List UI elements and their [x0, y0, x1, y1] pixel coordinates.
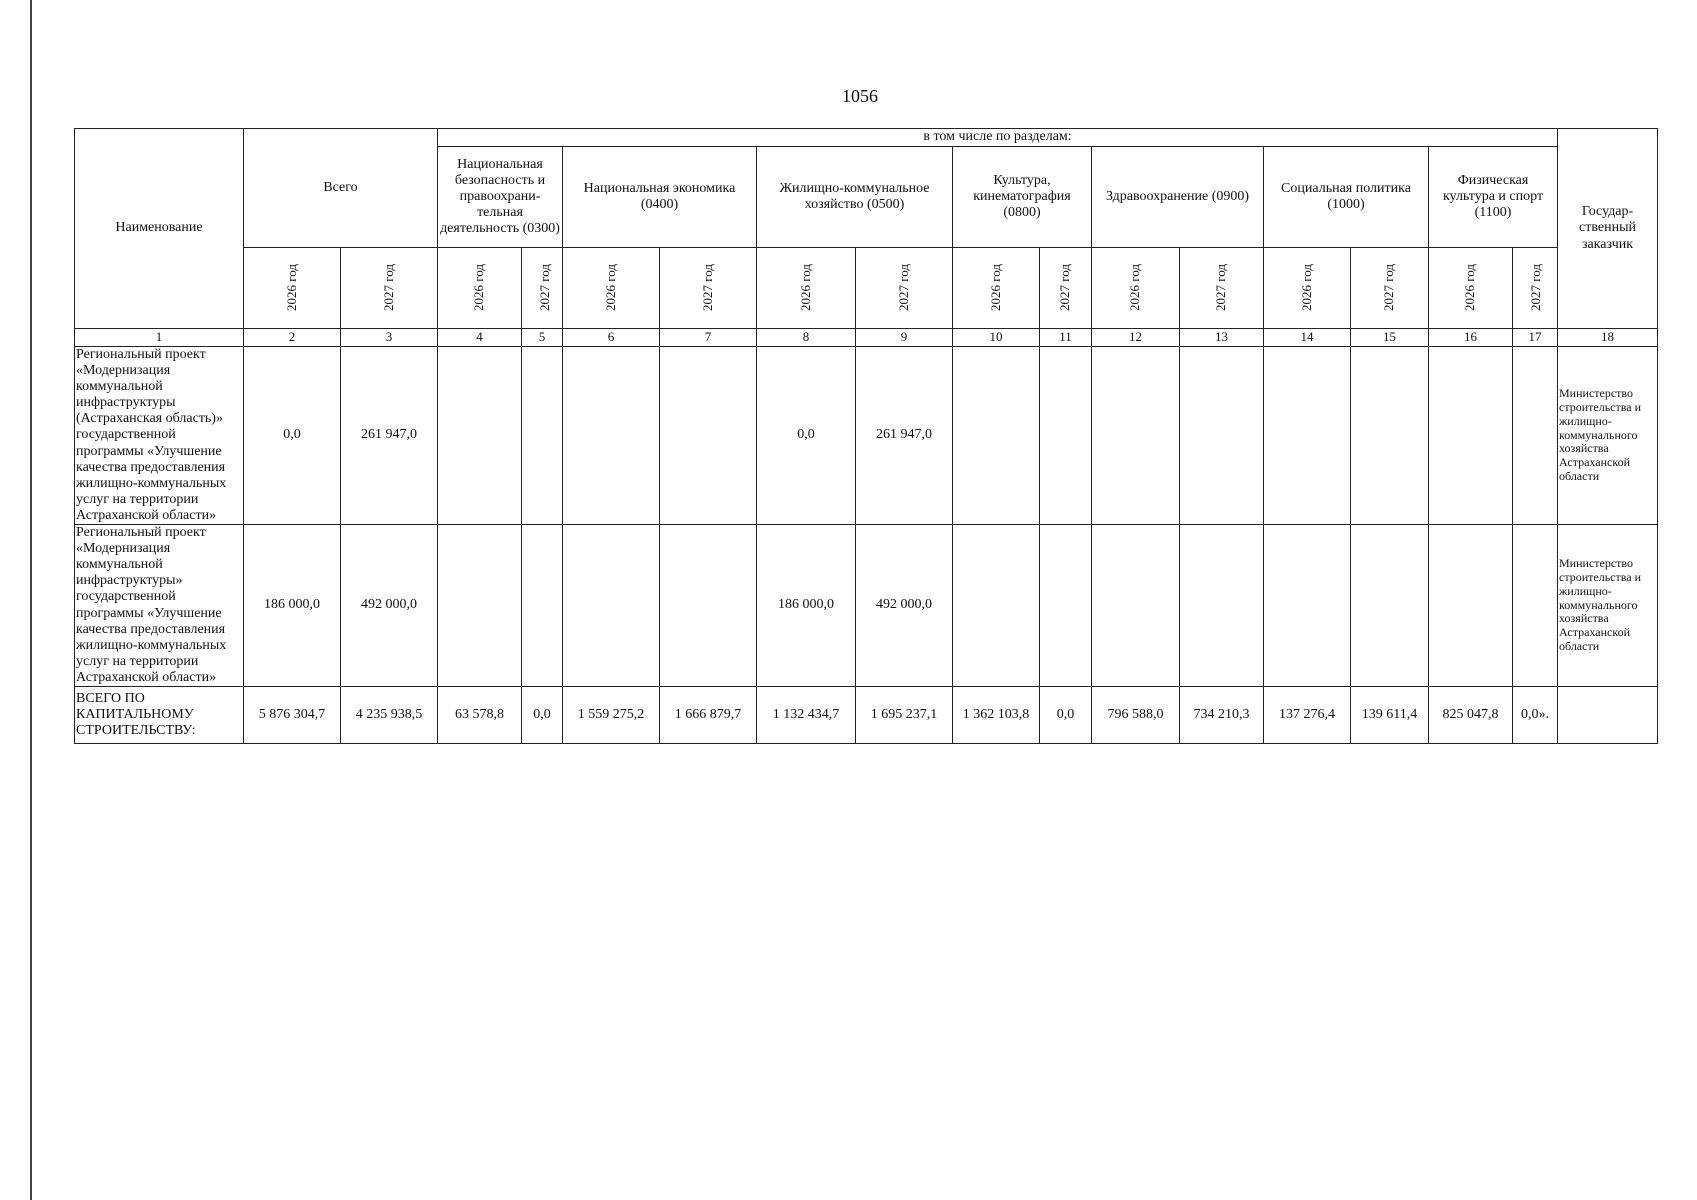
column-number: 7	[660, 329, 757, 347]
margin-line	[30, 0, 32, 1200]
column-number: 8	[757, 329, 856, 347]
total-value-cell: 63 578,8	[438, 686, 522, 743]
year-header-cell	[1351, 248, 1429, 329]
column-number: 9	[856, 329, 953, 347]
column-number: 12	[1092, 329, 1180, 347]
total-row-name: ВСЕГО ПО КАПИТАЛЬНОМУ СТРОИТЕЛЬСТВУ:	[75, 686, 244, 743]
value-cell	[953, 525, 1040, 687]
column-number: 15	[1351, 329, 1429, 347]
header-name: Наименование	[75, 129, 244, 329]
column-number: 10	[953, 329, 1040, 347]
header-section-housing: Жилищно-коммунальное хозяйство (0500)	[757, 147, 953, 248]
value-cell	[522, 525, 563, 687]
value-cell	[1513, 525, 1558, 687]
value-cell	[1429, 347, 1513, 525]
value-cell	[660, 525, 757, 687]
year-2027-label: 2027 год	[537, 263, 553, 311]
value-cell	[438, 525, 522, 687]
column-number: 1	[75, 329, 244, 347]
budget-table	[74, 128, 1658, 744]
value-cell	[563, 525, 660, 687]
value-cell	[660, 347, 757, 525]
table-row	[75, 347, 1658, 525]
year-header-cell	[1264, 248, 1351, 329]
year-header-cell	[438, 248, 522, 329]
row-name: Региональный проект «Модернизация коммунальной инфраструктуры» государственной программы «Улучшение качества предоставления жилищно-коммунальных услуг на территории Астраханской области»	[75, 525, 244, 687]
year-header-cell	[1513, 248, 1558, 329]
year-2027-label: 2027 год	[1381, 263, 1397, 311]
year-2026-label: 2026 год	[283, 263, 299, 311]
total-value-cell: 139 611,4	[1351, 686, 1429, 743]
value-cell	[563, 347, 660, 525]
header-section-sport: Физическая культура и спорт (1100)	[1429, 147, 1558, 248]
year-2026-label: 2026 год	[987, 263, 1003, 311]
year-header-cell	[1040, 248, 1092, 329]
value-cell: 186 000,0	[244, 525, 341, 687]
total-value-cell: 0,0	[1040, 686, 1092, 743]
customer-cell: Министерство строительства и жилищно-коммунального хозяйства Астраханской области	[1558, 347, 1658, 525]
value-cell	[1264, 347, 1351, 525]
value-cell	[1180, 347, 1264, 525]
total-value-cell: 1 132 434,7	[757, 686, 856, 743]
value-cell	[1513, 347, 1558, 525]
value-cell	[1092, 525, 1180, 687]
value-cell	[1092, 347, 1180, 525]
column-number: 14	[1264, 329, 1351, 347]
total-value-cell: 0,0	[522, 686, 563, 743]
value-cell	[953, 347, 1040, 525]
total-customer-cell	[1558, 686, 1658, 743]
value-cell	[1040, 347, 1092, 525]
year-header-cell	[660, 248, 757, 329]
column-number: 16	[1429, 329, 1513, 347]
year-2026-label: 2026 год	[1298, 263, 1314, 311]
year-header-cell	[757, 248, 856, 329]
total-value-cell: 5 876 304,7	[244, 686, 341, 743]
header-sections-title: в том числе по разделам:	[438, 129, 1558, 147]
column-number: 6	[563, 329, 660, 347]
total-row	[75, 686, 1658, 743]
column-number: 17	[1513, 329, 1558, 347]
value-cell: 186 000,0	[757, 525, 856, 687]
page-number: 1056	[842, 86, 878, 106]
value-cell	[522, 347, 563, 525]
year-header-cell	[522, 248, 563, 329]
column-number: 13	[1180, 329, 1264, 347]
value-cell	[1264, 525, 1351, 687]
total-value-cell: 796 588,0	[1092, 686, 1180, 743]
year-header-cell	[341, 248, 438, 329]
year-header-cell	[1429, 248, 1513, 329]
total-value-cell: 1 559 275,2	[563, 686, 660, 743]
year-2027-label: 2027 год	[699, 263, 715, 311]
year-header-cell	[563, 248, 660, 329]
year-2027-label: 2027 год	[895, 263, 911, 311]
value-cell: 492 000,0	[341, 525, 438, 687]
value-cell: 0,0	[244, 347, 341, 525]
total-value-cell: 734 210,3	[1180, 686, 1264, 743]
value-cell	[1351, 347, 1429, 525]
year-header-cell	[953, 248, 1040, 329]
year-2027-label: 2027 год	[1057, 263, 1073, 311]
year-header-cell	[244, 248, 341, 329]
header-section-security: Национальная безопасность и правоохрани-тельная деятельность (0300)	[438, 147, 563, 248]
value-cell	[1429, 525, 1513, 687]
column-number: 2	[244, 329, 341, 347]
total-value-cell: 0,0».	[1513, 686, 1558, 743]
year-header-cell	[856, 248, 953, 329]
value-cell	[1180, 525, 1264, 687]
value-cell	[1351, 525, 1429, 687]
total-value-cell: 1 666 879,7	[660, 686, 757, 743]
year-2027-label: 2027 год	[1528, 263, 1544, 311]
column-number-row	[75, 329, 1658, 347]
year-2027-label: 2027 год	[380, 263, 396, 311]
year-2026-label: 2026 год	[797, 263, 813, 311]
header-total: Всего	[244, 129, 438, 248]
column-number: 11	[1040, 329, 1092, 347]
customer-cell: Министерство строительства и жилищно-коммунального хозяйства Астраханской области	[1558, 525, 1658, 687]
column-number: 5	[522, 329, 563, 347]
year-2026-label: 2026 год	[602, 263, 618, 311]
header-customer: Государ-ственный заказчик	[1558, 129, 1658, 329]
year-2026-label: 2026 год	[1127, 263, 1143, 311]
value-cell: 492 000,0	[856, 525, 953, 687]
value-cell: 261 947,0	[856, 347, 953, 525]
year-header-cell	[1092, 248, 1180, 329]
year-2026-label: 2026 год	[1462, 263, 1478, 311]
value-cell: 0,0	[757, 347, 856, 525]
column-number: 18	[1558, 329, 1658, 347]
column-number: 4	[438, 329, 522, 347]
year-2027-label: 2027 год	[1213, 263, 1229, 311]
total-value-cell: 137 276,4	[1264, 686, 1351, 743]
value-cell	[1040, 525, 1092, 687]
total-value-cell: 1 695 237,1	[856, 686, 953, 743]
year-2026-label: 2026 год	[471, 263, 487, 311]
header-section-social: Социальная политика (1000)	[1264, 147, 1429, 248]
total-value-cell: 4 235 938,5	[341, 686, 438, 743]
header-section-economy: Национальная экономика (0400)	[563, 147, 757, 248]
header-section-culture: Культура, кинематография (0800)	[953, 147, 1092, 248]
row-name: Региональный проект «Модернизация коммунальной инфраструктуры (Астраханская область)» государственной программы «Улучшение качества предоставления жилищно-коммунальных услуг на территории Астраханской области»	[75, 347, 244, 525]
value-cell: 261 947,0	[341, 347, 438, 525]
total-value-cell: 1 362 103,8	[953, 686, 1040, 743]
column-number: 3	[341, 329, 438, 347]
value-cell	[438, 347, 522, 525]
table-row	[75, 525, 1658, 687]
header-section-health: Здравоохранение (0900)	[1092, 147, 1264, 248]
year-header-cell	[1180, 248, 1264, 329]
total-value-cell: 825 047,8	[1429, 686, 1513, 743]
